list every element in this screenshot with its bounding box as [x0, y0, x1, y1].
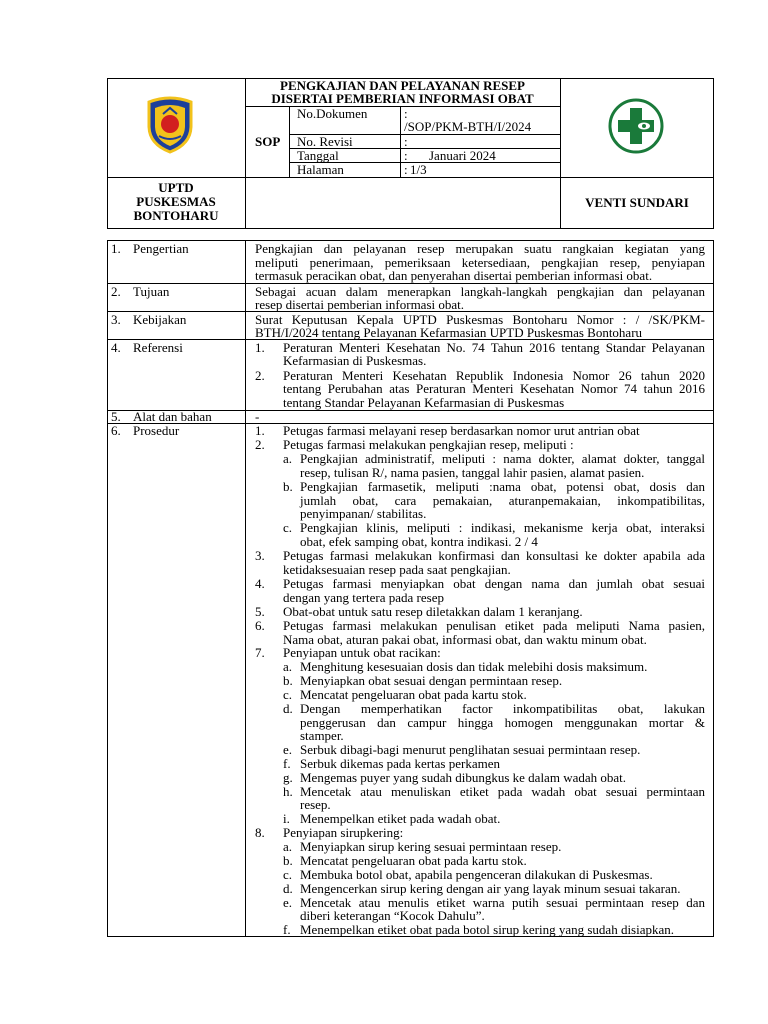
prosedur-num: 3.: [255, 548, 265, 563]
row-num-alat: 5.: [111, 409, 121, 424]
sub-line: Menyiapkan sirup kering sesuai permintaan resep.: [300, 839, 562, 854]
field-label-no-revisi: No. Revisi: [297, 134, 353, 149]
sub-line: resep.: [300, 797, 331, 812]
sub-num: e.: [283, 895, 293, 910]
sub-num: a.: [283, 659, 293, 674]
sub-num: i.: [283, 811, 290, 826]
sub-line: Mencetak atau menuliskan etiket pada wadah obat sesuai permintaan: [300, 784, 705, 799]
sub-num: g.: [283, 770, 293, 785]
row-label-prosedur: Prosedur: [133, 423, 180, 438]
row-num-prosedur: 6.: [111, 423, 121, 438]
referensi-line: Peraturan Menteri Kesehatan No. 74 Tahun 2016 tentang Standar Pelayanan: [283, 340, 705, 355]
row-num-kebijakan: 3.: [111, 312, 121, 327]
sub-num: a.: [283, 451, 293, 466]
sub-num: c.: [283, 687, 293, 702]
pengertian-line: termasuk peracikan obat, dan penyerahan disertai pemberian informasi obat.: [255, 268, 653, 283]
sub-line: Mengencerkan sirup kering dengan air yang layak minum sesuai takaran.: [300, 881, 681, 896]
field-value-tanggal: Januari 2024: [429, 148, 496, 163]
sub-num: d.: [283, 701, 293, 716]
prosedur-line: Penyiapan sirupkering:: [283, 825, 404, 840]
prosedur-line: Petugas farmasi melakukan pengkajian resep, meliputi :: [283, 437, 574, 452]
referensi-line: Kefarmasian di Puskesmas.: [283, 353, 427, 368]
sub-line: Dengan memperhatikan factor inkompatibilitas obat, lakukan: [300, 701, 705, 716]
org-name-line2: PUSKESMAS: [136, 194, 216, 209]
sub-line: Menyiapkan obat sesuai dengan permintaan resep.: [300, 673, 563, 688]
row-num-pengertian: 1.: [111, 241, 121, 256]
sub-line: Pengkajian farmasetik, meliputi :nama obat, potensi obat, dosis dan: [300, 479, 705, 494]
tujuan-line: resep disertai pemberian informasi obat.: [255, 297, 465, 312]
field-value-halaman: 1/3: [410, 162, 427, 177]
sub-line: Membuka botol obat, apabila pengenceran dilakukan di Puskesmas.: [300, 867, 653, 882]
org-name-line1: UPTD: [158, 180, 194, 195]
puskesmas-logo: [608, 98, 664, 154]
prosedur-line: Petugas farmasi melayani resep berdasarkan nomor urut antrian obat: [283, 423, 640, 438]
sub-line: Menempelkan etiket pada wadah obat.: [300, 811, 501, 826]
sub-line: Serbuk dikemas pada kertas perkamen: [300, 756, 500, 771]
sub-num: c.: [283, 520, 293, 535]
field-label-halaman: Halaman: [297, 162, 344, 177]
tujuan-line: Sebagai acuan dalam menerapkan langkah-langkah pengkajian dan pelayanan: [255, 284, 705, 299]
prosedur-line: Penyiapan untuk obat racikan:: [283, 645, 441, 660]
sub-line: resep, tulisan R/, nama pasien, tanggal lahir pasien, alamat pasien.: [300, 465, 645, 480]
prosedur-line: Petugas farmasi melakukan penulisan etiket pada meliputi Nama pasien,: [283, 618, 705, 633]
prosedur-line: Nama obat, aturan pakai obat, informasi obat, dan waktu minum obat.: [283, 632, 647, 647]
sub-num: h.: [283, 784, 293, 799]
prosedur-line: Petugas farmasi menyiapkan obat dengan nama dan jumlah obat sesuai: [283, 576, 705, 591]
sub-line: Pengkajian administratif, meliputi : nama dokter, alamat dokter, tanggal: [300, 451, 705, 466]
sub-line: Mengemas puyer yang sudah dibungkus ke dalam wadah obat.: [300, 770, 627, 785]
row-label-referensi: Referensi: [133, 340, 183, 355]
sub-line: Serbuk dibagi-bagi menurut penglihatan sesuai permintaan resep.: [300, 742, 641, 757]
prosedur-num: 4.: [255, 576, 265, 591]
field-sep-tanggal: :: [404, 148, 408, 163]
sub-line: Mencatat pengeluaran obat pada kartu stok.: [300, 853, 527, 868]
prosedur-num: 1.: [255, 423, 265, 438]
field-label-tanggal: Tanggal: [297, 148, 339, 163]
referensi-line: tentang Standar Pelayanan Kefarmasian di Puskesmas: [283, 395, 565, 410]
sub-line: Pengkajian klinis, meliputi : indikasi, mekanisme kerja obat, interaksi: [300, 520, 705, 535]
pengertian-line: meliputi penerimaan, pemeriksaan ketersediaan, pengkajian resep, penyiapan: [255, 255, 705, 270]
sub-line: Menghitung kesesuaian dosis dan tidak melebihi dosis maksimum.: [300, 659, 648, 674]
kebijakan-line: BTH/I/2024 tentang Pelayanan Kefarmasian UPTD Puskesmas Bontoharu: [255, 325, 643, 340]
sub-num: b.: [283, 673, 293, 688]
field-sep-no-revisi: :: [404, 134, 408, 149]
sub-num: d.: [283, 881, 293, 896]
sop-label: SOP: [255, 134, 281, 149]
prosedur-num: 6.: [255, 618, 265, 633]
org-name-line3: BONTOHARU: [133, 208, 219, 223]
sub-line: penyimpanan/ stabilitas.: [300, 506, 427, 521]
sub-line: jumlah obat, cara pemakaian, aturanpemakaian, inkompatibilitas,: [300, 493, 705, 508]
referensi-num: 2.: [255, 368, 265, 383]
referensi-line: tentang Perubahan atas Peraturan Menteri Kesehatan Nomor 74 tahun 2016: [283, 381, 705, 396]
prosedur-line: dengan yang tertera pada resep: [283, 590, 444, 605]
prosedur-num: 8.: [255, 825, 265, 840]
field-sep-no-dokumen: :: [404, 106, 408, 121]
signer-name: VENTI SUNDARI: [585, 195, 689, 210]
sub-num: c.: [283, 867, 293, 882]
sub-num: f.: [283, 756, 291, 771]
sub-line: obat, efek samping obat, kontra indikasi. 2 / 4: [300, 534, 538, 549]
field-value-no-dokumen: /SOP/PKM-BTH/I/2024: [404, 119, 532, 134]
sub-num: b.: [283, 479, 293, 494]
kebijakan-line: Surat Keputusan Kepala UPTD Puskesmas Bontoharu Nomor : / /SK/PKM-: [255, 312, 705, 327]
prosedur-line: ketidaksesuaian resep pada saat pengkajian.: [283, 562, 511, 577]
sub-num: b.: [283, 853, 293, 868]
row-label-kebijakan: Kebijakan: [133, 312, 187, 327]
sub-line: stamper.: [300, 728, 344, 743]
sub-num: f.: [283, 922, 291, 937]
alat-value: -: [255, 409, 260, 424]
prosedur-num: 7.: [255, 645, 265, 660]
pengertian-line: Pengkajian dan pelayanan resep merupakan suatu rangkaian kegiatan yang: [255, 241, 705, 256]
sub-num: e.: [283, 742, 293, 757]
regency-logo: [145, 96, 195, 154]
field-label-no-dokumen: No.Dokumen: [297, 106, 368, 121]
row-label-pengertian: Pengertian: [133, 241, 189, 256]
referensi-line: Peraturan Menteri Kesehatan Republik Indonesia Nomor 26 tahun 2020: [283, 368, 705, 383]
prosedur-line: Obat-obat untuk satu resep diletakkan dalam 1 keranjang.: [283, 604, 583, 619]
row-label-alat: Alat dan bahan: [133, 409, 212, 424]
doc-title-line2: DISERTAI PEMBERIAN INFORMASI OBAT: [271, 91, 534, 106]
prosedur-line: Petugas farmasi melakukan konfirmasi dan konsultasi ke dokter apabila ada: [283, 548, 705, 563]
sub-num: a.: [283, 839, 293, 854]
row-num-tujuan: 2.: [111, 284, 121, 299]
sub-line: Mencatat pengeluaran obat pada kartu stok.: [300, 687, 527, 702]
prosedur-num: 2.: [255, 437, 265, 452]
prosedur-num: 5.: [255, 604, 265, 619]
sub-line: Mencetak atau menulis etiket warna putih sesuai permintaan resep dan: [300, 895, 705, 910]
sub-line: penggerusan dan campur hingga homogen menggunakan mortar &: [300, 715, 705, 730]
sub-line: Menempelkan etiket obat pada botol sirup kering yang sudah disiapkan.: [300, 922, 675, 937]
sub-line: diberi keterangan “Kocok Dahulu”.: [300, 908, 485, 923]
field-sep-halaman: :: [404, 162, 408, 177]
referensi-num: 1.: [255, 340, 265, 355]
doc-title-line1: PENGKAJIAN DAN PELAYANAN RESEP: [280, 78, 525, 93]
row-num-referensi: 4.: [111, 340, 121, 355]
row-label-tujuan: Tujuan: [133, 284, 170, 299]
